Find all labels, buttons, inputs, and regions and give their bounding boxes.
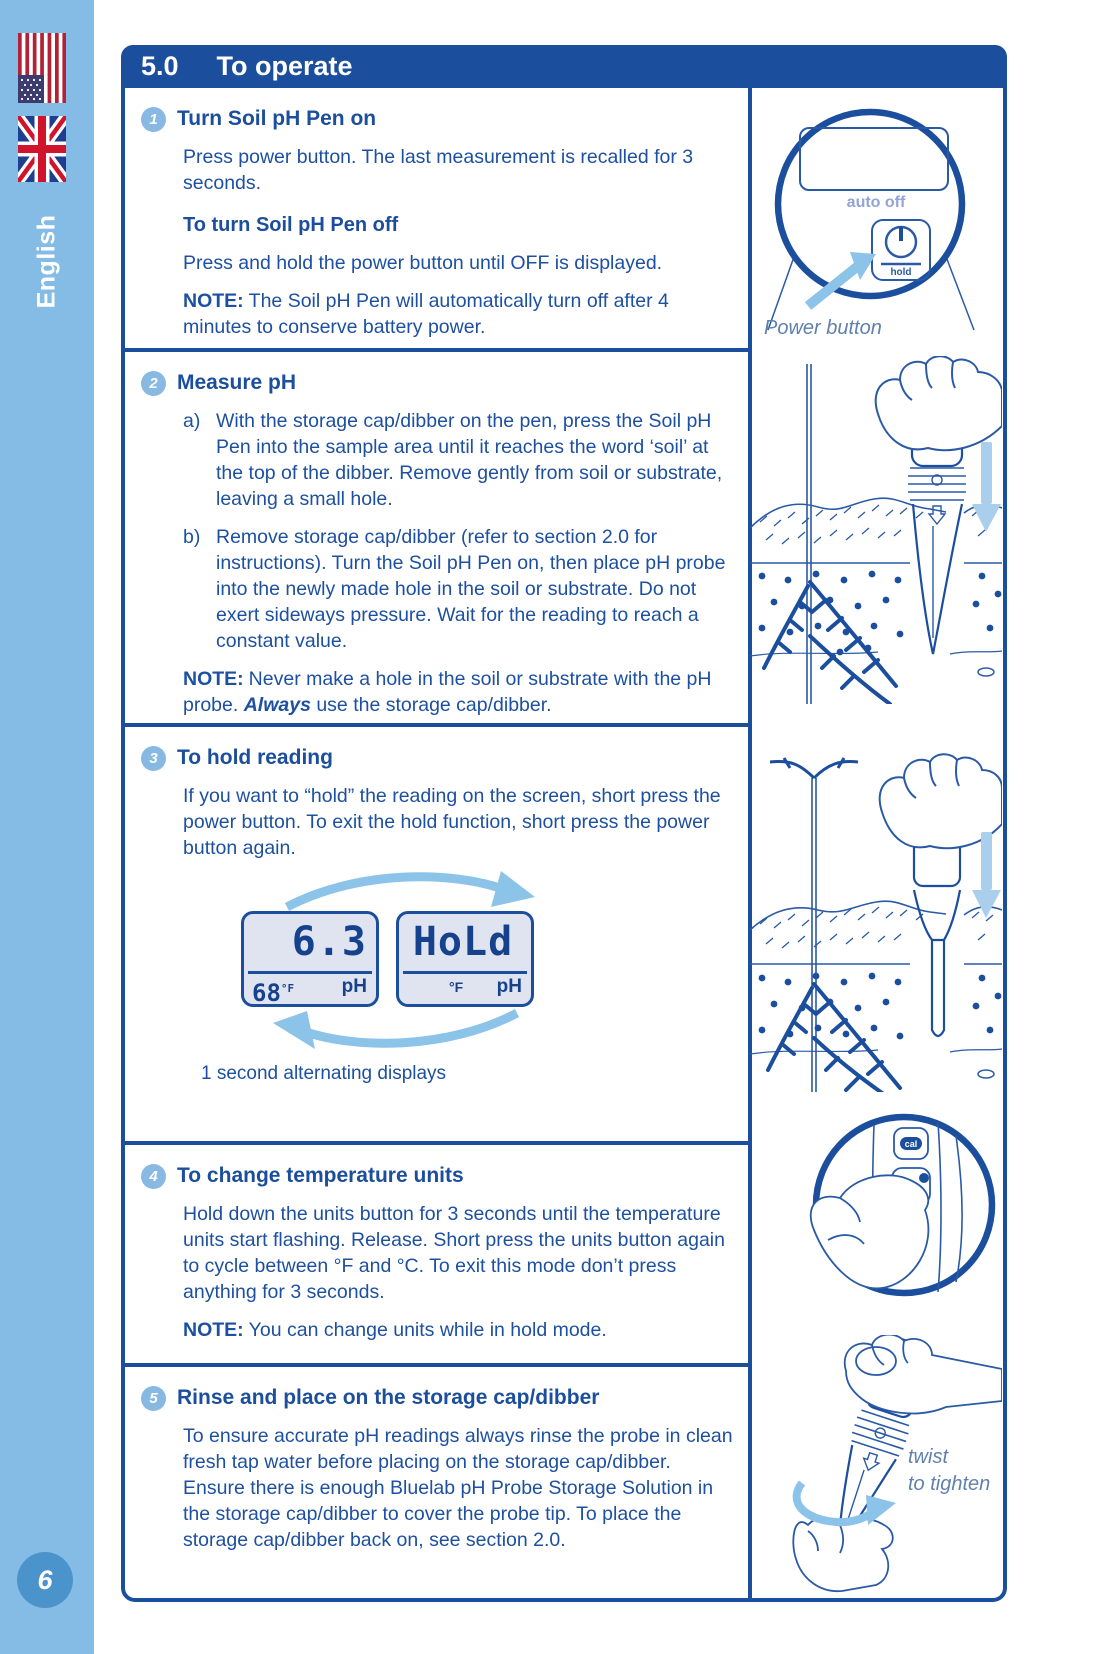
- twist-arrow-icon: [797, 1483, 896, 1525]
- measure-in-soil-figure: [750, 752, 1002, 1092]
- step-badge: 1: [141, 107, 166, 132]
- body-text: If you want to “hold” the reading on the screen, short press the power button. To exit the hold function, short press the power button again.: [183, 785, 721, 859]
- note-text: NOTE: The Soil pH Pen will automatically turn off after 4 minutes to conserve battery power.: [183, 290, 669, 338]
- step-badge: 5: [141, 1386, 166, 1411]
- note-text: NOTE: You can change units while in hold mode.: [183, 1319, 607, 1341]
- section-heading: Rinse and place on the storage cap/dibber: [177, 1386, 600, 1409]
- figure-caption-line2: to tighten: [908, 1473, 991, 1495]
- lcd-display-hold: [396, 911, 534, 1007]
- section-heading: To change temperature units: [177, 1164, 464, 1187]
- section-heading: To hold reading: [177, 746, 333, 769]
- auto-off-label: auto off: [846, 194, 906, 211]
- lcd-temp-unit: °F: [449, 979, 464, 995]
- section-change-units: [125, 1145, 748, 1367]
- uk-flag-icon: [18, 116, 66, 182]
- page-number: 6: [37, 1564, 53, 1595]
- section-heading: Measure pH: [177, 371, 297, 394]
- note-text: NOTE: Never make a hole in the soil or substrate with the pH probe. Always use the storage cap/dibber.: [183, 668, 712, 716]
- note-label: NOTE:: [183, 290, 244, 312]
- twist-to-tighten-figure: [750, 1335, 1002, 1595]
- instructions-column: [125, 88, 748, 1598]
- plant-roots: [768, 984, 900, 1092]
- sub-heading: To turn Soil pH Pen off: [183, 214, 399, 236]
- page-title: To operate: [216, 51, 353, 81]
- alternating-display-figure: [241, 867, 581, 1051]
- alternate-back-arrow-icon: [245, 1009, 565, 1053]
- list-item-label: a): [183, 410, 201, 432]
- upper-hand: [845, 1335, 1002, 1413]
- step-badge: 3: [141, 746, 166, 771]
- press-down-arrow-icon: [972, 832, 1001, 918]
- emphasis-word: Always: [243, 694, 311, 716]
- hand: [876, 356, 1002, 450]
- figure-caption: Power button: [764, 317, 882, 339]
- section-hold-reading: [125, 727, 748, 1145]
- alternate-forward-arrow-icon: [245, 867, 565, 911]
- page-number-badge: [17, 1552, 73, 1608]
- press-down-arrow-icon: [972, 442, 1001, 532]
- section-header: [121, 45, 1007, 88]
- section-rinse-store: [125, 1367, 748, 1598]
- section-number: 5.0: [141, 51, 179, 81]
- lower-hand: [793, 1519, 892, 1591]
- soil-dots: [759, 973, 1002, 1040]
- lcd-ph-value: 6.3: [291, 919, 367, 965]
- note-label: NOTE:: [183, 668, 244, 690]
- power-button-figure: [750, 94, 1002, 340]
- make-hole-figure: [750, 356, 1002, 704]
- figure-caption-line1: twist: [908, 1446, 948, 1468]
- list-item-text: With the storage cap/dibber on the pen, press the Soil pH Pen into the sample area until it reaches the word ‘soil’ at the top of the dibber. Remove gently from soil or substrate, leaving a small hole.: [216, 410, 723, 510]
- list-item: [183, 524, 735, 654]
- section-heading: Turn Soil pH Pen on: [177, 107, 377, 130]
- lcd-hold-text: HoLd: [412, 919, 514, 965]
- list-item-text: Remove storage cap/dibber (refer to section 2.0 for instructions). Turn the Soil pH Pen on, then place pH probe into the newly made hole in the soil or substrate. Do not exert sideways pressure. Wait for the reading to reach a constant value.: [216, 526, 726, 652]
- body-text: Press power button. The last measurement is recalled for 3 seconds.: [183, 146, 694, 194]
- figure-caption: 1 second alternating displays: [201, 1063, 447, 1084]
- body-text: Hold down the units button for 3 seconds until the temperature units start flashing. Release. Short press the units button again to cycle between °F and °C. To exit this mode don’t press anything for 3 seconds.: [183, 1203, 725, 1303]
- section-turn-on: [125, 88, 748, 352]
- note-label: NOTE:: [183, 1319, 244, 1341]
- list-item: [183, 408, 735, 512]
- body-text: To ensure accurate pH readings always rinse the probe in clean fresh tap water before placing on the storage cap/dibber. Ensure there is enough Bluelab pH Probe Storage Solution in the storage cap/dibber to cover the probe tip. To place the storage cap/dibber back on, see section 2.0.: [183, 1425, 733, 1551]
- list-item-label: b): [183, 526, 201, 548]
- step-badge: 4: [141, 1164, 166, 1189]
- cal-button-label: cal: [904, 1139, 918, 1149]
- language-sidebar: [0, 0, 94, 1654]
- step-badge: 2: [141, 371, 166, 396]
- lcd-display-reading: [241, 911, 379, 1007]
- thumb: [811, 1175, 929, 1288]
- body-text: Press and hold the power button until OFF is displayed.: [183, 252, 663, 274]
- lcd-temperature: $68^{^\circ F}$: [252, 979, 295, 1007]
- section-measure-ph: [125, 352, 748, 727]
- us-flag-icon: [18, 33, 66, 103]
- language-label: English: [32, 214, 61, 308]
- hold-label: hold: [890, 267, 912, 278]
- soil-hatching: [760, 907, 993, 948]
- lcd-ph-label: pH: [341, 976, 367, 997]
- units-button-figure: [798, 1112, 1010, 1302]
- lcd-ph-label: pH: [496, 976, 522, 997]
